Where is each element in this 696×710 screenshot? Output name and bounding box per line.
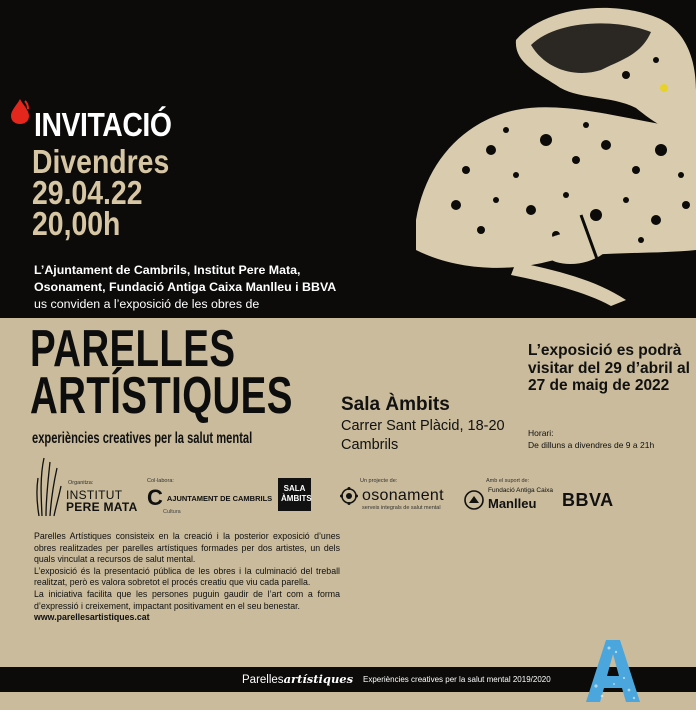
event-time: 20,00h <box>32 205 121 242</box>
venue-block <box>341 393 505 455</box>
title-line-2: ARTÍSTIQUES <box>30 367 293 425</box>
venue-address: Carrer Sant Plàcid, 18-20 <box>341 418 505 434</box>
cambrils-c-icon: C <box>147 485 163 510</box>
sala-line-1: SALA <box>283 484 306 493</box>
pere-mata-line-1: INSTITUT <box>66 488 123 502</box>
exhibition-subtitle: experiències creatives per la salut mental <box>32 430 253 447</box>
logo-fundacio <box>464 478 553 513</box>
description <box>34 531 340 624</box>
description-paragraph-1: Parelles Artístiques consisteix en la creació i la posterior exposició d’unes obres realitzades per parelles artístiques formades per dos artistes, un dels quals vinculat a recursos de salut mental. <box>34 531 340 565</box>
osonament-sub: serveis integrals de salut mental <box>362 505 441 511</box>
footer-brand-plain: Parelles <box>242 674 284 686</box>
description-paragraph-3: La iniciativa facilita que les persones puguin gaudir de l’art com a forma d’expressió i creixement, impactant positivament en el seu benestar. <box>34 588 340 611</box>
fundacio-row <box>464 487 553 513</box>
visit-hours <box>528 427 654 451</box>
event-day: Divendres <box>32 143 170 180</box>
ajuntament-name: AJUNTAMENT DE CAMBRILS <box>166 493 273 503</box>
brand-a-letter: A <box>612 698 614 699</box>
logo-sala-ambits <box>278 478 311 511</box>
invitation-label: INVITACIÓ <box>34 106 172 143</box>
intro-invite: us conviden a l’exposició de les obres de <box>34 297 260 311</box>
pere-mata-grass-icon <box>36 456 62 518</box>
projecte-caption: Un projecte de: <box>360 478 398 484</box>
fundacio-top: Fundació Antiga Caixa <box>488 487 554 494</box>
venue-name: Sala Àmbits <box>341 394 450 415</box>
description-paragraph-2: L’exposició és la presentació pública de les obres i la culminació del treball realitzat, però es valora sobretot el procés creatiu que viu cada parella. <box>34 565 340 588</box>
logo-ajuntament <box>147 478 272 515</box>
logo-pere-mata <box>36 456 138 513</box>
fundacio-symbol-icon <box>464 490 484 510</box>
footer-tagline: Experiències creatives per la salut mental 2019/2020 <box>363 675 551 684</box>
speech-drop-icon <box>9 97 31 125</box>
venue-city: Cambrils <box>341 437 399 453</box>
title-line-1: PARELLES <box>30 320 236 378</box>
artist-illustration <box>396 0 696 318</box>
footer-brand <box>242 672 353 686</box>
intro-hosts: L’Ajuntament de Cambrils, Institut Pere Mata, Osonament, Fundació Antiga Caixa Manlleu i BBVA <box>34 263 337 294</box>
sala-line-2: ÀMBITS <box>281 494 312 503</box>
osonament-row <box>340 487 444 505</box>
exhibition-title <box>30 320 293 425</box>
ajuntament-sub: Cultura <box>163 509 181 515</box>
intro-text <box>34 262 344 313</box>
website-link[interactable]: www.parellesartistiques.cat <box>34 612 150 623</box>
logo-bbva: BBVA <box>562 490 614 510</box>
suport-caption: Amb el suport de: <box>486 478 530 484</box>
sponsor-logos <box>0 452 696 524</box>
hours-label: Horari: <box>528 428 554 438</box>
osonament-name: osonament <box>362 487 444 504</box>
event-date: 29.04.22 <box>32 174 143 211</box>
brand-a-badge <box>584 638 642 704</box>
collabora-caption: Col·labora: <box>147 478 174 484</box>
footer-brand-script: artístiques <box>283 672 354 686</box>
header-panel <box>0 0 696 318</box>
fundacio-name: Manlleu <box>488 496 537 511</box>
organitza-caption: Organitza: <box>68 480 94 486</box>
logo-osonament <box>340 478 444 511</box>
visit-dates: L’exposició es podrà visitar del 29 d’abril al 27 de maig de 2022 <box>528 342 690 394</box>
osonament-symbol-icon <box>340 487 358 505</box>
hours-text: De dilluns a divendres de 9 a 21h <box>528 440 655 450</box>
pere-mata-line-2: PERE MATA <box>66 500 138 514</box>
ajuntament-row <box>147 487 272 509</box>
